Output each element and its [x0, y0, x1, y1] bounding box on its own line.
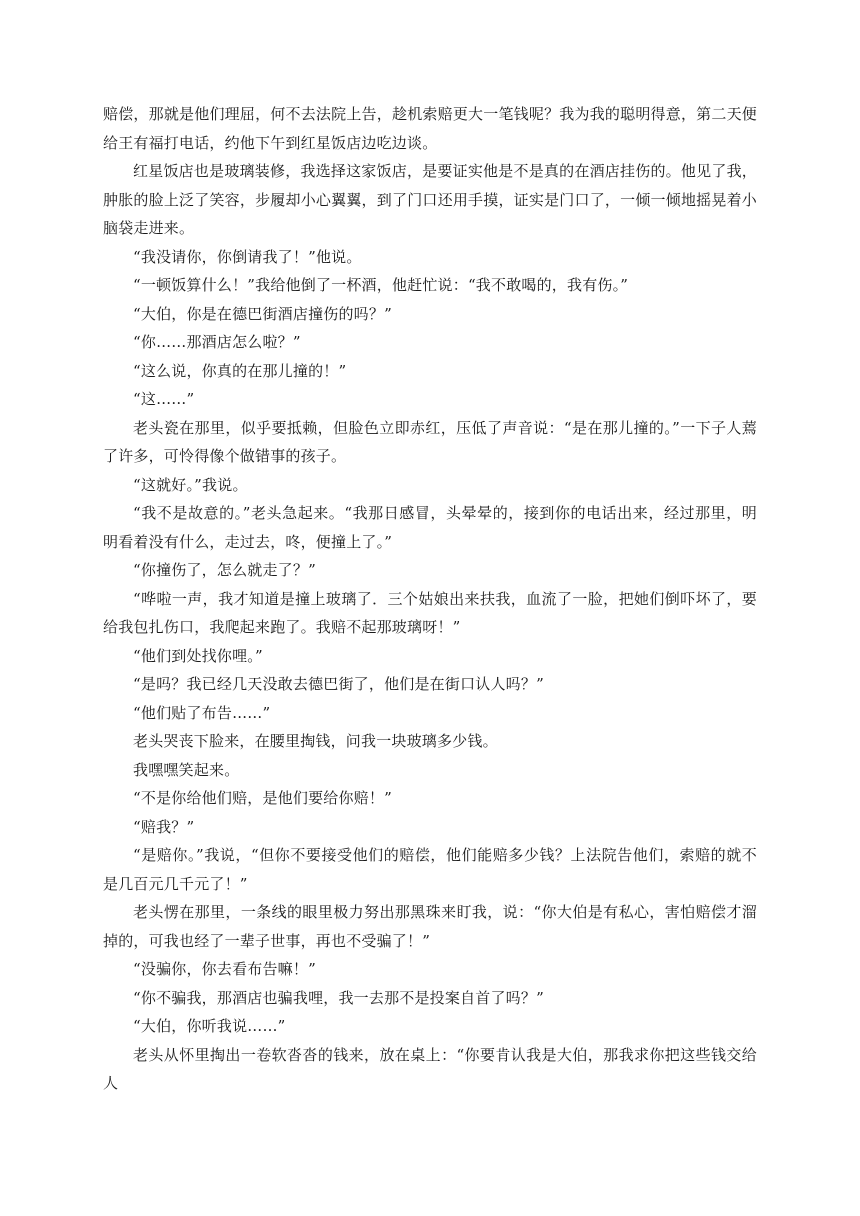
paragraph: 我嘿嘿笑起来。 — [133, 760, 240, 779]
paragraph: “这……” — [133, 390, 195, 408]
paragraph: “你撞伤了，怎么就走了？” — [133, 561, 316, 579]
paragraph: “不是你给他们赔，是他们要给你赔！” — [133, 789, 392, 807]
paragraph: “大伯，你听我说……” — [133, 1017, 286, 1035]
paragraph: “你不骗我，那酒店也骗我哩，我一去那不是投案自首了吗？” — [133, 988, 544, 1007]
paragraph: “是赔你。”我说，“但你不要接受他们的赔偿，他们能赔多少钱？上法院告他们，索赔的就不是几百元几千元了！” — [103, 846, 757, 893]
article-body — [103, 100, 757, 1098]
paragraph: 老头从怀里掏出一卷软沓沓的钱来，放在桌上：“你要肯认我是大伯，那我求你把这些钱交给人 — [103, 1045, 757, 1092]
paragraph: 老头愣在那里，一条线的眼里极力努出那黑珠来盯我，说：“你大伯是有私心，害怕赔偿才溜掉的，可我也经了一辈子世事，再也不受骗了！” — [103, 903, 757, 950]
paragraph: “是吗？我已经几天没敢去德巴街了，他们是在街口认人吗？” — [133, 675, 544, 693]
paragraph: “这么说，你真的在那儿撞的！” — [133, 361, 347, 380]
paragraph: 红星饭店也是玻璃装修，我选择这家饭店，是要证实他是不是真的在酒店挂伤的。他见了我，肿胀的脸上泛了笑容，步履却小心翼翼，到了门口还用手摸，证实是门口了，一倾一倾地摇晃着小脑袋走进来。 — [103, 162, 757, 237]
paragraph: “他们到处找你哩。” — [133, 646, 263, 665]
paragraph: “大伯，你是在德巴街酒店撞伤的吗？” — [133, 304, 392, 323]
paragraph: “我不是故意的。”老头急起来。“我那日感冒，头晕晕的，接到你的电话出来，经过那里，明明看着没有什么，走过去，咚，便撞上了。” — [103, 504, 757, 551]
paragraph: 赔偿，那就是他们理屈，何不去法院上告，趁机索赔更大一笔钱呢？我为我的聪明得意，第二天便给王有福打电话，约他下午到红星饭店边吃边谈。 — [103, 105, 757, 152]
paragraph: “我没请你，你倒请我了！”他说。 — [133, 247, 362, 266]
paragraph: 老头哭丧下脸来，在腰里掏钱，问我一块玻璃多少钱。 — [133, 732, 498, 750]
paragraph: “赔我？” — [133, 817, 195, 836]
paragraph: “这就好。”我说。 — [133, 475, 248, 494]
paragraph: “一顿饭算什么！”我给他倒了一杯酒，他赶忙说：“我不敢喝的，我有伤。” — [133, 276, 629, 294]
paragraph: 老头瓷在那里，似乎要抵赖，但脸色立即赤红，压低了声音说：“是在那儿撞的。”一下子人蔫了许多，可怜得像个做错事的孩子。 — [103, 418, 757, 465]
paragraph: “你……那酒店怎么啦？” — [133, 333, 301, 351]
paragraph: “他们贴了布告……” — [133, 703, 271, 722]
paragraph: “哗啦一声，我才知道是撞上玻璃了．三个姑娘出来扶我，血流了一脸，把她们倒吓坏了，要给我包扎伤口，我爬起来跑了。我赔不起那玻璃呀！” — [103, 589, 757, 636]
paragraph: “没骗你，你去看布告嘛！” — [133, 960, 316, 978]
